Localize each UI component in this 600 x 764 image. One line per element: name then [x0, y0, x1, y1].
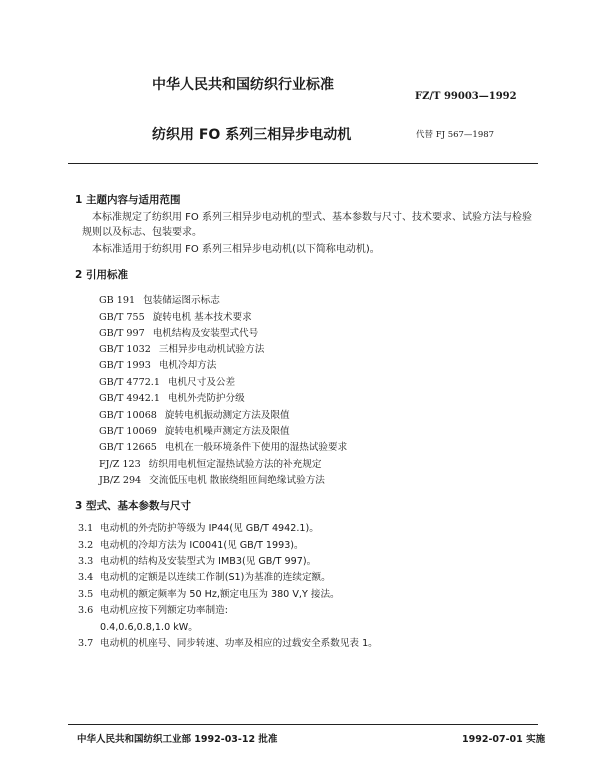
approval-line: 中华人民共和国纺织工业部 1992-03-12 批准 [77, 734, 278, 745]
replaces-standard: 代替 FJ 567—1987 [416, 130, 495, 140]
org-standard-title: 中华人民共和国纺织行业标准 [152, 77, 334, 93]
reference-item: GB/T 10068 旋转电机振动测定方法及限值 [99, 410, 290, 421]
effective-date: 1992-07-01 实施 [462, 734, 546, 745]
reference-item: GB/T 4942.1 电机外壳防护分级 [99, 393, 245, 404]
section-1-heading: 1 主题内容与适用范围 [75, 194, 181, 206]
reference-item: GB/T 12665 电机在一般环境条件下使用的湿热试验要求 [99, 442, 348, 453]
document-title: 纺织用 FO 系列三相异步电动机 [152, 127, 352, 143]
section-3-heading: 3 型式、基本参数与尺寸 [75, 500, 191, 512]
clause-item: 3.6 电动机应按下列额定功率制造: [78, 605, 228, 616]
clause-item: 0.4,0.6,0.8,1.0 kW。 [100, 622, 198, 633]
reference-item: GB/T 755 旋转电机 基本技术要求 [99, 312, 252, 323]
standard-code: FZ/T 99003—1992 [415, 91, 517, 102]
reference-item: GB/T 1993 电机冷却方法 [99, 360, 217, 371]
clause-item: 3.4 电动机的定额是以连续工作制(S1)为基准的连续定额。 [78, 572, 331, 583]
section-1-paragraph-2: 本标准适用于纺织用 FO 系列三相异步电动机(以下简称电动机)。 [92, 244, 380, 255]
reference-item: GB/T 4772.1 电机尺寸及公差 [99, 377, 236, 388]
section-1-paragraph-1: 本标准规定了纺织用 FO 系列三相异步电动机的型式、基本参数与尺寸、技术要求、试验方法与检验规则以及标志、包装要求。 [82, 212, 532, 238]
section-2-heading: 2 引用标准 [75, 269, 128, 281]
reference-item: GB/T 1032 三相异步电动机试验方法 [99, 344, 265, 355]
reference-item: GB 191 包装储运图示标志 [99, 295, 220, 306]
clause-item: 3.7 电动机的机座号、同步转速、功率及相应的过载安全系数见表 1。 [78, 638, 378, 649]
reference-item: GB/T 997 电机结构及安装型式代号 [99, 328, 259, 339]
clause-item: 3.3 电动机的结构及安装型式为 IMB3(见 GB/T 997)。 [78, 556, 317, 567]
clause-item: 3.2 电动机的冷却方法为 IC0041(见 GB/T 1993)。 [78, 540, 304, 551]
footer-divider [68, 724, 538, 725]
reference-item: JB/Z 294 交流低压电机 散嵌绕组匝间绝缘试验方法 [99, 475, 325, 486]
clause-item: 3.1 电动机的外壳防护等级为 IP44(见 GB/T 4942.1)。 [78, 523, 319, 534]
reference-item: FJ/Z 123 纺织用电机恒定湿热试验方法的补充规定 [99, 459, 322, 470]
clause-item: 3.5 电动机的额定频率为 50 Hz,额定电压为 380 V,Y 接法。 [78, 589, 340, 600]
reference-item: GB/T 10069 旋转电机噪声测定方法及限值 [99, 426, 290, 437]
header-divider [68, 163, 538, 164]
